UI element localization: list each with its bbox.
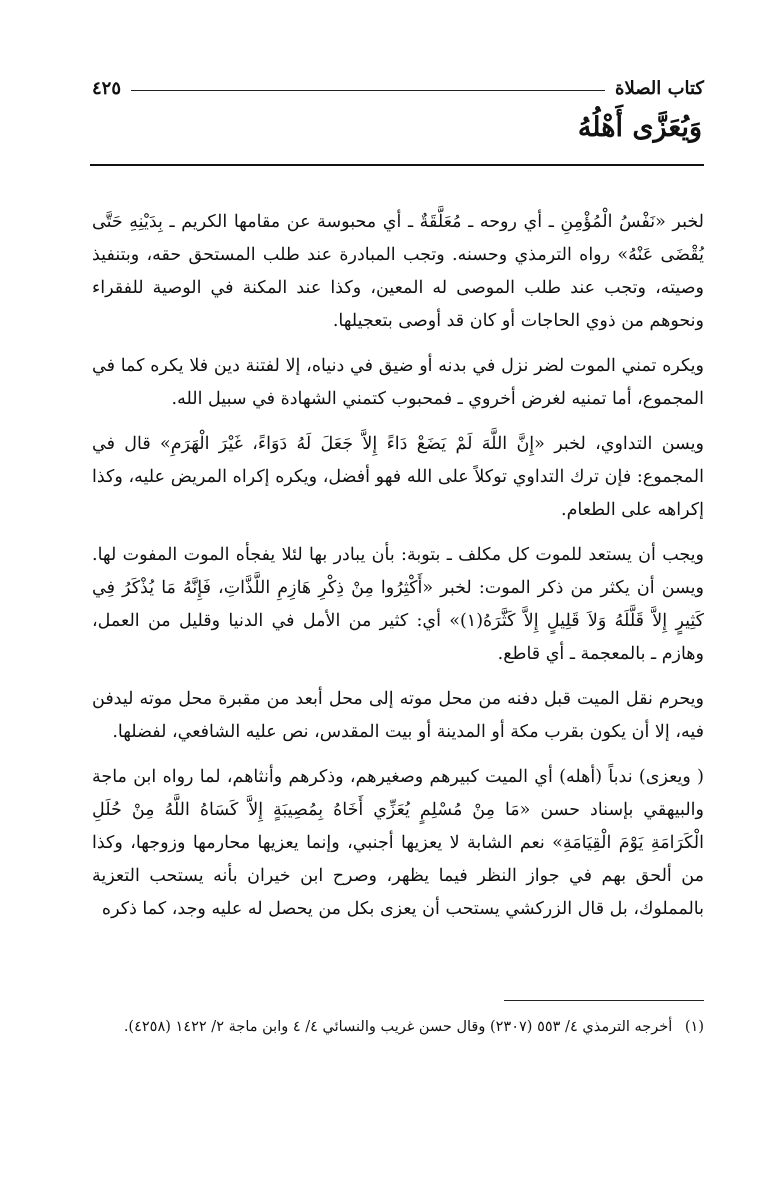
paragraph-condolence: ( ويعزى) ندباً (أهله) أي الميت كبيرهم وصغيرهم، وذكرهم وأنثاهم، لما رواه ابن ماجة والبيهقي بإسناد حسن «مَا مِنْ مُسْلِمٍ يُعَزِّي أَخَاهُ بِمُصِيبَةٍ إِلاَّ كَسَاهُ اللَّهُ مِنْ حُلَلِ الْكَرَامَةِ يَوْمَ الْقِيَامَةِ» نعم الشابة لا يعزيها أجنبي، وإنما يعزيها محارمها وزوجها، وكذا من ألحق بهم في جواز النظر فيما يظهر، وصرح ابن خيران بأنه يستحب التعزية بالمملوك، بل قال الزركشي يستحب أن يعزى بكل من يحصل له عليه وجد، كما ذكره bbox=[92, 767, 704, 919]
running-header bbox=[92, 74, 704, 102]
footnote-text: أخرجه الترمذي ٤/ ٥٥٣ (٢٣٠٧) وقال حسن غريب والنسائي ٤/ ٤ وابن ماجة ٢/ ١٤٢٢ (٤٢٥٨). bbox=[123, 1019, 673, 1035]
footnote-number: (١) bbox=[684, 1019, 704, 1035]
main-text bbox=[92, 206, 704, 938]
footnote-divider bbox=[504, 1000, 704, 1001]
footnote-item bbox=[92, 1012, 704, 1042]
paragraph-debt: لخبر «نَفْسُ الْمُؤْمِنِ ـ أي روحه ـ مُعَلَّقَةٌ ـ أي محبوسة عن مقامها الكريم ـ بِدَيْنِهِ حَتَّى يُقْضَى عَنْهُ» رواه الترمذي وحسنه. وتجب المبادرة عند طلب المستحق حقه، وبتنفيذ وصيته، وتجب عند طلب الموصى له المعين، وكذا عند المكنة في الوصية للفقراء ونحوهم من ذوي الحاجات أو كان قد أوصى بتعجيلها. bbox=[92, 212, 704, 331]
running-title: كتاب الصلاة bbox=[615, 77, 704, 99]
paragraph-medication: ويسن التداوي، لخبر «إِنَّ اللَّهَ لَمْ يَضَعْ دَاءً إِلاَّ جَعَلَ لَهُ دَوَاءً، غَيْرَ الْهَرَمِ» قال في المجموع: فإن ترك التداوي توكلاً على الله فهو أفضل، ويكره إكراه المريض عليه، وكذا إكراهه على الطعام. bbox=[92, 434, 704, 520]
section-heading: وَيُعَزَّى أَهْلُهُ bbox=[577, 112, 702, 143]
heading-divider bbox=[90, 164, 704, 166]
footnotes bbox=[92, 1012, 704, 1042]
header-rule bbox=[131, 90, 605, 91]
page-number: ٤٢٥ bbox=[92, 77, 122, 99]
paragraph-preparation: ويجب أن يستعد للموت كل مكلف ـ بتوبة: بأن يبادر بها لئلا يفجأه الموت المفوت لها. ويسن أن يكثر من ذكر الموت: لخبر «أَكْثِرُوا مِنْ ذِكْرِ هَازِمِ اللَّذَّاتِ، فَإِنَّهُ مَا يُذْكَرُ فِي كَثِيرٍ إِلاَّ قَلَّلَهُ وَلاَ قَلِيلٍ إِلاَّ كَثَّرَهُ(١)» أي: كثير من الأمل في الدنيا وقليل من العمل، وهازم ـ بالمعجمة ـ أي قاطع. bbox=[92, 545, 704, 664]
paragraph-moving-body: ويحرم نقل الميت قبل دفنه من محل موته إلى محل أبعد من مقبرة محل موته ليدفن فيه، إلا أن يكون بقرب مكة أو المدينة أو بيت المقدس، نص عليه الشافعي، لفضلها. bbox=[92, 689, 704, 742]
paragraph-wishing-death: ويكره تمني الموت لضر نزل في بدنه أو ضيق في دنياه، إلا لفتنة دين فلا يكره كما في المجموع، أما تمنيه لغرض أخروي ـ فمحبوب كتمني الشهادة في سبيل الله. bbox=[92, 356, 704, 409]
